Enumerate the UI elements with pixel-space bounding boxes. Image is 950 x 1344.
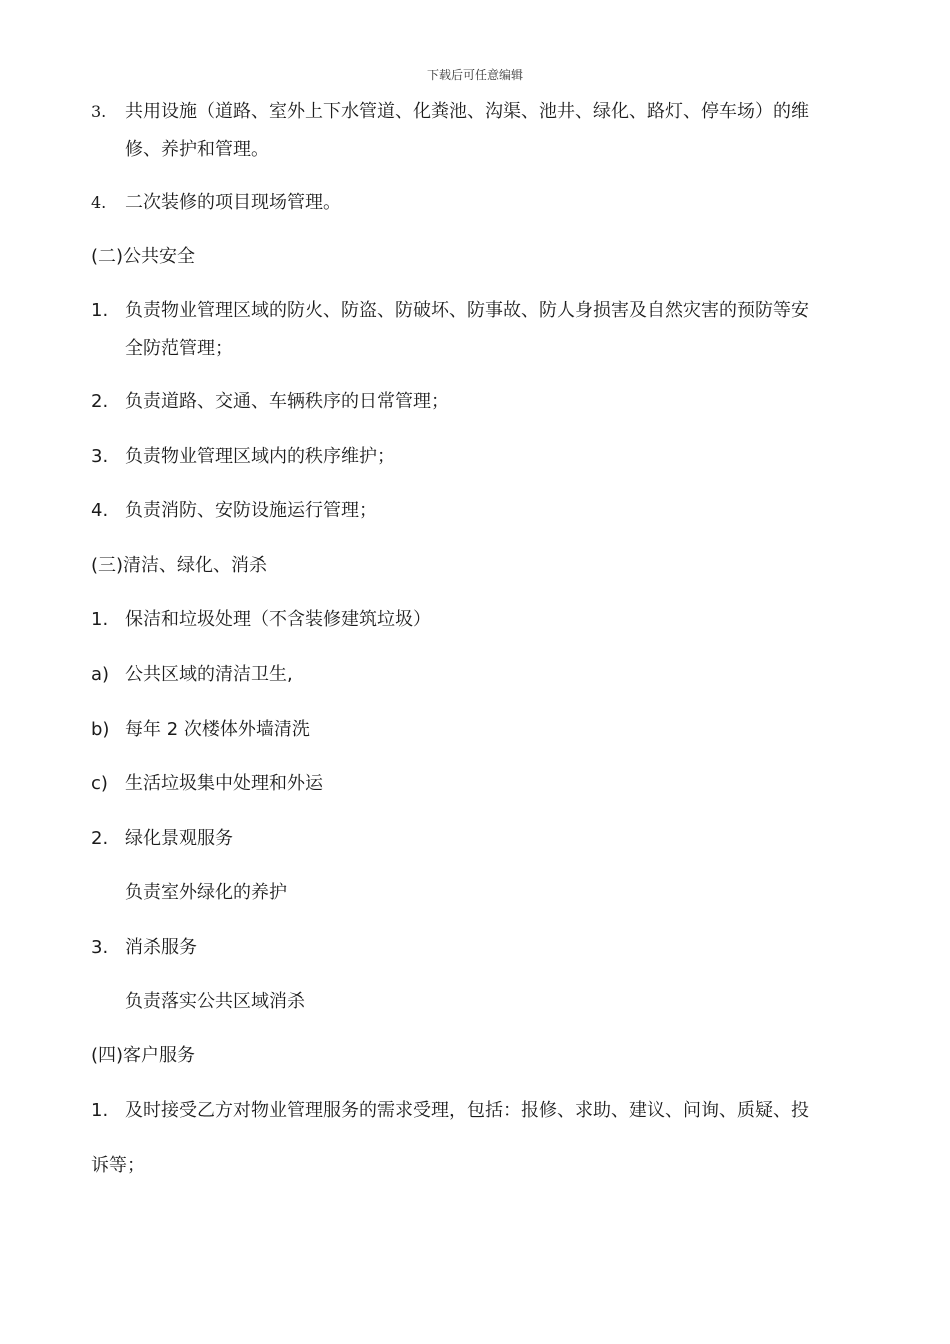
- item-text: 消杀服务: [125, 937, 197, 958]
- item-text: 负责室外绿化的养护: [125, 882, 287, 903]
- item-text: 及时接受乙方对物业管理服务的需求受理，包括：报修、求助、建议、问询、质疑、投: [125, 1100, 809, 1121]
- item-text: 二次装修的项目现场管理。: [125, 192, 341, 213]
- item-number: a): [91, 664, 110, 685]
- item-text: 负责落实公共区域消杀: [125, 991, 305, 1012]
- item-number: 4.: [91, 500, 109, 521]
- item-number: 1.: [91, 300, 109, 321]
- item-text: 共用设施（道路、室外上下水管道、化粪池、沟渠、池井、绿化、路灯、停车场）的维: [125, 101, 809, 122]
- item-text: 公共区域的清洁卫生,: [125, 664, 293, 685]
- item-text: 负责消防、安防设施运行管理；: [125, 500, 377, 521]
- item-text: 修、养护和管理。: [125, 139, 269, 160]
- item-text: 全防范管理；: [125, 338, 233, 359]
- item-text: 绿化景观服务: [125, 828, 233, 849]
- item-number: 3.: [91, 446, 109, 467]
- item-number: 1.: [91, 609, 109, 630]
- section-heading-text: (四)客户服务: [91, 1045, 196, 1066]
- section-heading-text: (二)公共安全: [91, 246, 196, 267]
- item-number: 3.: [91, 102, 107, 121]
- page-header: 下载后可任意编辑: [426, 68, 523, 82]
- item-text: 负责物业管理区域的防火、防盗、防破坏、防事故、防人身损害及自然灾害的预防等安: [125, 300, 809, 321]
- item-number: b): [91, 719, 110, 740]
- item-text: 保洁和垃圾处理（不含装修建筑垃圾）: [125, 609, 431, 630]
- item-number: 1.: [91, 1100, 109, 1121]
- item-number: 2.: [91, 828, 109, 849]
- item-number: 2.: [91, 391, 109, 412]
- item-text: 生活垃圾集中处理和外运: [125, 773, 323, 794]
- item-text: 负责物业管理区域内的秩序维护；: [125, 446, 395, 467]
- item-number: 4.: [91, 193, 107, 212]
- item-text: 诉等；: [91, 1155, 145, 1176]
- item-number: 3.: [91, 937, 109, 958]
- item-text: 负责道路、交通、车辆秩序的日常管理；: [125, 391, 449, 412]
- section-heading-text: (三)清洁、绿化、消杀: [91, 555, 268, 576]
- item-number: c): [91, 773, 108, 794]
- item-text: 每年 2 次楼体外墙清洗: [125, 719, 310, 740]
